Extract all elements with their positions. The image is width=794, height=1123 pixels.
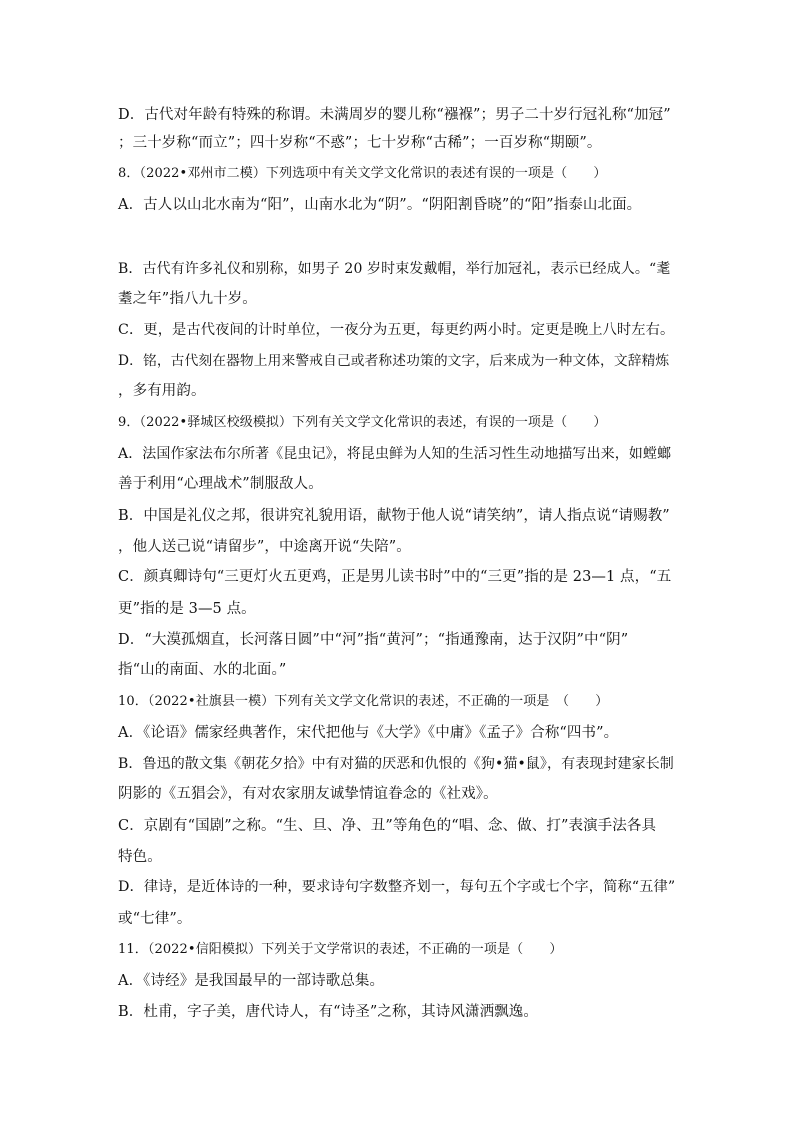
- question-8: 8．（2022•邓州市二模）下列选项中有关文学文化常识的表述有误的一项是（ ）: [118, 166, 607, 181]
- q9-option-c-line-2: 更”指的是 3—5 点。: [118, 601, 256, 617]
- q10-option-d-line-1: D．律诗，是近体诗的一种，要求诗句字数整齐划一，每句五个字或七个字，简称“五律”: [118, 879, 676, 895]
- q11-option-a: A．《诗经》是我国最早的一部诗歌总集。: [118, 973, 385, 989]
- option-d-line-1: D．古代对年龄有特殊的称谓。未满周岁的婴儿称“襁褓”；男子二十岁行冠礼称“加冠”: [118, 107, 671, 123]
- q9-option-b-line-1: B．中国是礼仪之邦，很讲究礼貌用语，献物于他人说“请笑纳”，请人指点说“请赐教”: [118, 508, 670, 524]
- q8-option-c: C．更，是古代夜间的计时单位，一夜分为五更，每更约两小时。定更是晚上八时左右。: [118, 322, 675, 338]
- q10-option-d-line-2: 或“七律”。: [118, 911, 192, 927]
- q10-option-c-line-2: 特色。: [118, 849, 162, 865]
- q8-option-d-line-2: ，多有用韵。: [118, 383, 206, 399]
- q8-option-d-line-1: D．铭，古代刻在器物上用来警戒自己或者称述功策的文字，后来成为一种文体，文辞精炼: [118, 353, 670, 369]
- option-d-line-2: ；三十岁称“而立”；四十岁称“不惑”；七十岁称“古稀”；一百岁称“期颐”。: [118, 135, 602, 151]
- q9-option-c-line-1: C．颜真卿诗句“三更灯火五更鸡，正是男儿读书时”中的“三更”指的是 23—1 点，“五: [118, 569, 672, 585]
- q10-option-b-line-2: 阴影的《五猖会》，有对农家朋友诚挚情谊眷念的《社戏》。: [118, 786, 498, 802]
- q9-option-a-line-1: A．法国作家法布尔所著《昆虫记》，将昆虫鲜为人知的生活习性生动地描写出来，如螳螂: [118, 446, 672, 462]
- q9-option-d-line-2: 指“山的南面、水的北面。”: [118, 662, 287, 678]
- q10-option-b-line-1: B．鲁迅的散文集《朝花夕拾》中有对猫的厌恶和仇恨的《狗•猫•鼠》，有表现封建家长制: [118, 756, 674, 772]
- q8-option-a: A．古人以山北水南为“阳”，山南水北为“阴”。“阴阳割昏晓”的“阳”指泰山北面。: [118, 197, 642, 213]
- q9-option-d-line-1: D．“大漠孤烟直，长河落日圆”中“河”指“黄河”；“指通豫南，达于汉阴”中“阴”: [118, 632, 629, 648]
- question-11: 11．（2022•信阳模拟）下列关于文学常识的表述，不正确的一项是（ ）: [118, 942, 563, 957]
- q10-option-c-line-1: C．京剧有“国剧”之称。“生、旦、净、丑”等角色的“唱、念、做、打”表演手法各具: [118, 818, 657, 834]
- q9-option-b-line-2: ，他人送己说“请留步”，中途离开说“失陪”。: [118, 539, 411, 555]
- q8-option-b-line-2: 耋之年”指八九十岁。: [118, 291, 257, 307]
- question-10: 10．（2022•社旗县一模）下列有关文学文化常识的表述，不正确的一项是 （ ）: [118, 694, 609, 709]
- question-9: 9．（2022•驿城区校级模拟）下列有关文学文化常识的表述，有误的一项是（ ）: [118, 415, 607, 430]
- q9-option-a-line-2: 善于利用“心理战术”制服敌人。: [118, 476, 323, 492]
- q11-option-b: B．杜甫，字子美，唐代诗人，有“诗圣”之称，其诗风潇洒飘逸。: [118, 1004, 538, 1020]
- q8-option-b-line-1: B．古代有许多礼仪和别称，如男子 20 岁时束发戴帽，举行加冠礼，表示已经成人。“耄: [118, 261, 671, 277]
- q10-option-a: A．《论语》儒家经典著作，宋代把他与《大学》《中庸》《孟子》合称“四书”。: [118, 725, 619, 741]
